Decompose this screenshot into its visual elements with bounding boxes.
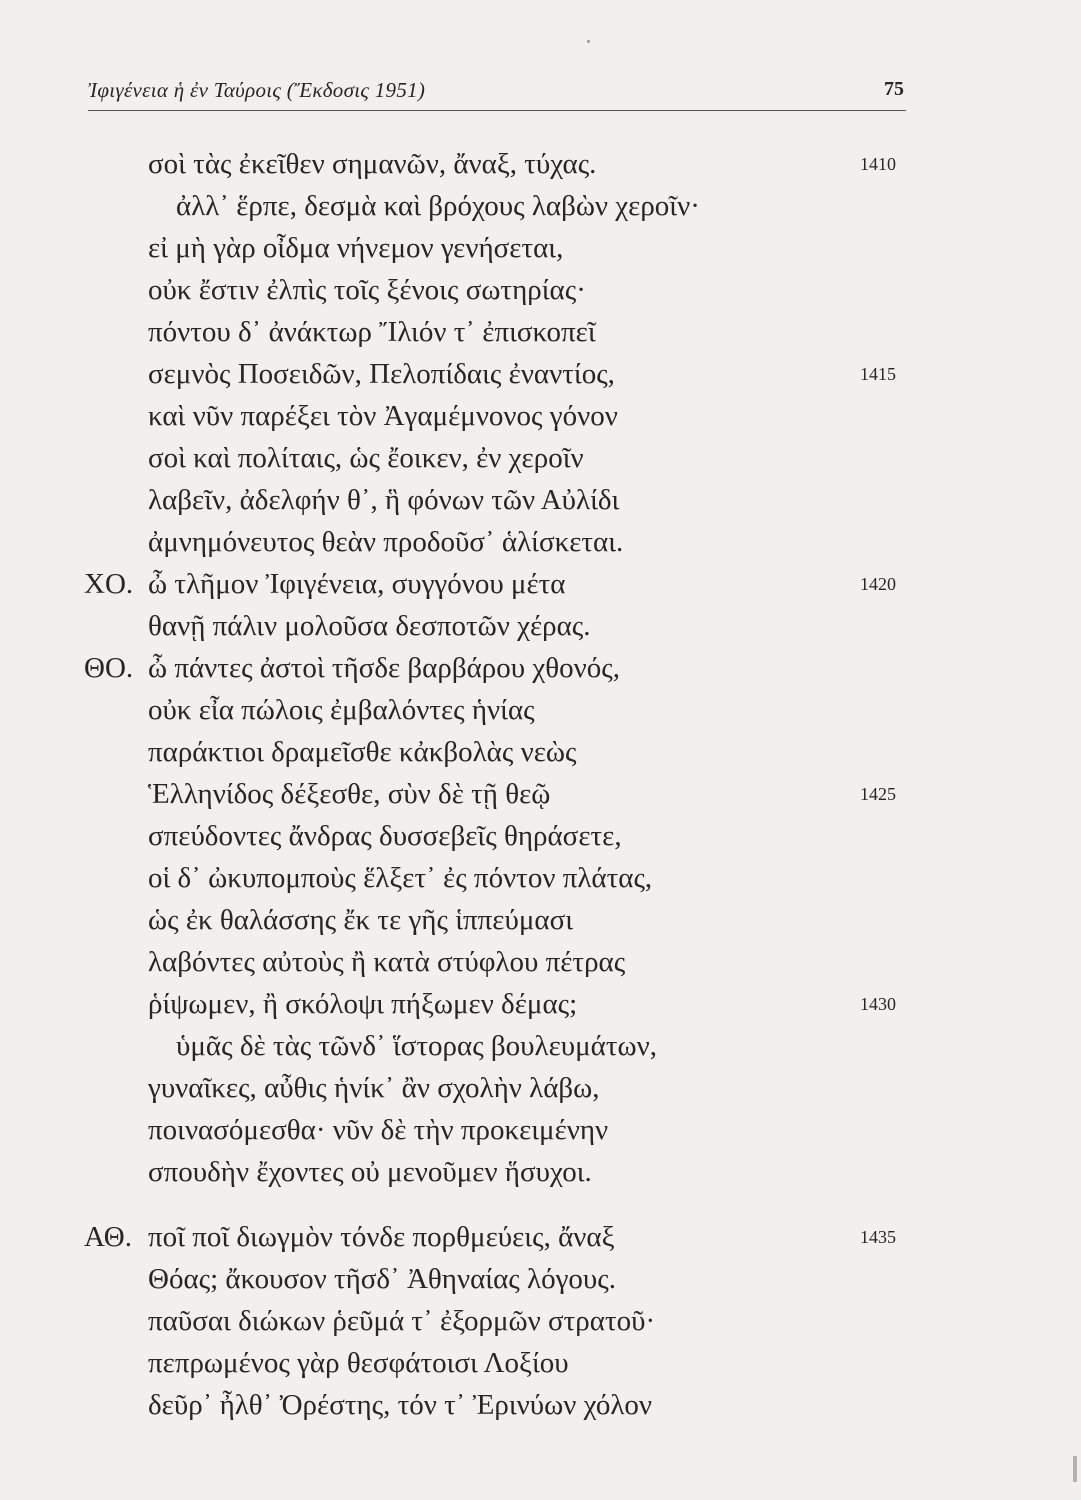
verse-text: λαβόντες αὐτοὺς ἢ κατὰ στύφλου πέτρας — [148, 946, 626, 978]
verse-line — [0, 566, 1081, 608]
verse-line — [0, 1070, 1081, 1112]
verse-line — [0, 146, 1081, 188]
verse-line — [0, 902, 1081, 944]
verse-text: παῦσαι διώκων ῥεῦμά τ᾿ ἐξορμῶν στρατοῦ· — [148, 1305, 656, 1337]
line-number: 1430 — [860, 994, 896, 1014]
verse-text: οἱ δ᾿ ὠκυπομποὺς ἕλξετ᾿ ἐς πόντον πλάτας, — [148, 862, 653, 894]
verse-text: ὑμᾶς δὲ τὰς τῶνδ᾿ ἵστορας βουλευμάτων, — [176, 1030, 657, 1062]
verse-text: σοὶ τὰς ἐκεῖθεν σημανῶν, ἄναξ, τύχας. — [148, 148, 597, 180]
verse-text: σοὶ καὶ πολίταις, ὡς ἔοικεν, ἐν χεροῖν — [148, 442, 584, 474]
scan-edge-mark — [1073, 1456, 1077, 1482]
verse-text: ὦ πάντες ἀστοὶ τῆσδε βαρβάρου χθονός, — [148, 652, 620, 684]
verse-text: πόντου δ᾿ ἀνάκτωρ Ἴλιόν τ᾿ ἐπισκοπεῖ — [148, 316, 596, 348]
line-number: 1435 — [860, 1227, 896, 1247]
verse-text: ποινασόμεσθα· νῦν δὲ τὴν προκειμένην — [148, 1114, 609, 1146]
verse-line — [0, 1387, 1081, 1429]
line-number: 1410 — [860, 154, 896, 174]
verse-line — [0, 482, 1081, 524]
verse-line — [0, 1154, 1081, 1196]
speaker-label: ΑΘ. — [84, 1221, 132, 1253]
verse-line — [0, 314, 1081, 356]
verse-line — [0, 398, 1081, 440]
verse-text: γυναῖκες, αὖθις ἡνίκ᾿ ἂν σχολὴν λάβω, — [148, 1072, 600, 1104]
line-number: 1425 — [860, 784, 896, 804]
verse-line — [0, 986, 1081, 1028]
verse-line — [0, 230, 1081, 272]
verse-text: καὶ νῦν παρέξει τὸν Ἀγαμέμνονος γόνον — [148, 400, 618, 432]
verse-line — [0, 776, 1081, 818]
header-title: Ἰφιγένεια ἡ ἐν Ταύροις (Ἔκδοσις 1951) — [88, 78, 426, 102]
verse-text: Ἑλληνίδος δέξεσθε, σὺν δὲ τῇ θεῷ — [148, 778, 551, 810]
verse-line — [0, 818, 1081, 860]
verse-line — [0, 650, 1081, 692]
verse-text: σπουδὴν ἔχοντες οὐ μενοῦμεν ἥσυχοι. — [148, 1156, 592, 1188]
speaker-label: ΧΟ. — [84, 568, 134, 600]
verse-line — [0, 188, 1081, 230]
verse-line — [0, 1303, 1081, 1345]
verse-line — [0, 272, 1081, 314]
verse-line — [0, 440, 1081, 482]
verse-line — [0, 1345, 1081, 1387]
verse-line — [0, 1028, 1081, 1070]
verse-text: ὡς ἐκ θαλάσσης ἔκ τε γῆς ἱππεύμασι — [148, 904, 574, 936]
verse-text: πεπρωμένος γὰρ θεσφάτοισι Λοξίου — [148, 1347, 569, 1379]
verse-text: εἰ μὴ γὰρ οἶδμα νήνεμον γενήσεται, — [148, 232, 564, 264]
verse-line — [0, 944, 1081, 986]
line-number: 1415 — [860, 364, 896, 384]
page-number: 75 — [884, 78, 904, 100]
verse-line — [0, 608, 1081, 650]
verse-text: θανῇ πάλιν μολοῦσα δεσποτῶν χέρας. — [148, 610, 591, 642]
verse-text: ἀλλ᾿ ἕρπε, δεσμὰ καὶ βρόχους λαβὼν χεροῖν· — [176, 190, 700, 222]
verse-line — [0, 860, 1081, 902]
verse-text: Θόας; ἄκουσον τῆσδ᾿ Ἀθηναίας λόγους. — [148, 1263, 616, 1295]
verse-text: σεμνὸς Ποσειδῶν, Πελοπίδαις ἐναντίος, — [148, 358, 615, 390]
verse-line — [0, 524, 1081, 566]
verse-text: ποῖ ποῖ διωγμὸν τόνδε πορθμεύεις, ἄναξ — [148, 1221, 615, 1253]
verse-line — [0, 692, 1081, 734]
verse-text: οὐκ εἶα πώλοις ἐμβαλόντες ἡνίας — [148, 694, 535, 726]
verse-line — [0, 356, 1081, 398]
verse-line — [0, 1219, 1081, 1261]
verse-text: ῥίψωμεν, ἢ σκόλοψι πήξωμεν δέμας; — [148, 988, 578, 1020]
line-number: 1420 — [860, 574, 896, 594]
verse-line — [0, 734, 1081, 776]
verse-text: ὦ τλῆμον Ἰφιγένεια, συγγόνου μέτα — [148, 568, 566, 600]
speaker-label: ΘΟ. — [84, 652, 134, 684]
verse-text: παράκτιοι δραμεῖσθε κἀκβολὰς νεὼς — [148, 736, 577, 768]
verse-text: σπεύδοντες ἄνδρας δυσσεβεῖς θηράσετε, — [148, 820, 622, 852]
verse-line — [0, 1112, 1081, 1154]
verse-text: δεῦρ᾿ ἦλθ᾿ Ὀρέστης, τόν τ᾿ Ἐρινύων χόλον — [148, 1389, 653, 1421]
verse-text: λαβεῖν, ἀδελφήν θ᾿, ἣ φόνων τῶν Αὐλίδι — [148, 484, 620, 516]
verse-text: ἀμνημόνευτος θεὰν προδοῦσ᾿ ἁλίσκεται. — [148, 526, 624, 558]
verse-text: οὐκ ἔστιν ἐλπὶς τοῖς ξένοις σωτηρίας· — [148, 274, 586, 306]
verse-line — [0, 1261, 1081, 1303]
